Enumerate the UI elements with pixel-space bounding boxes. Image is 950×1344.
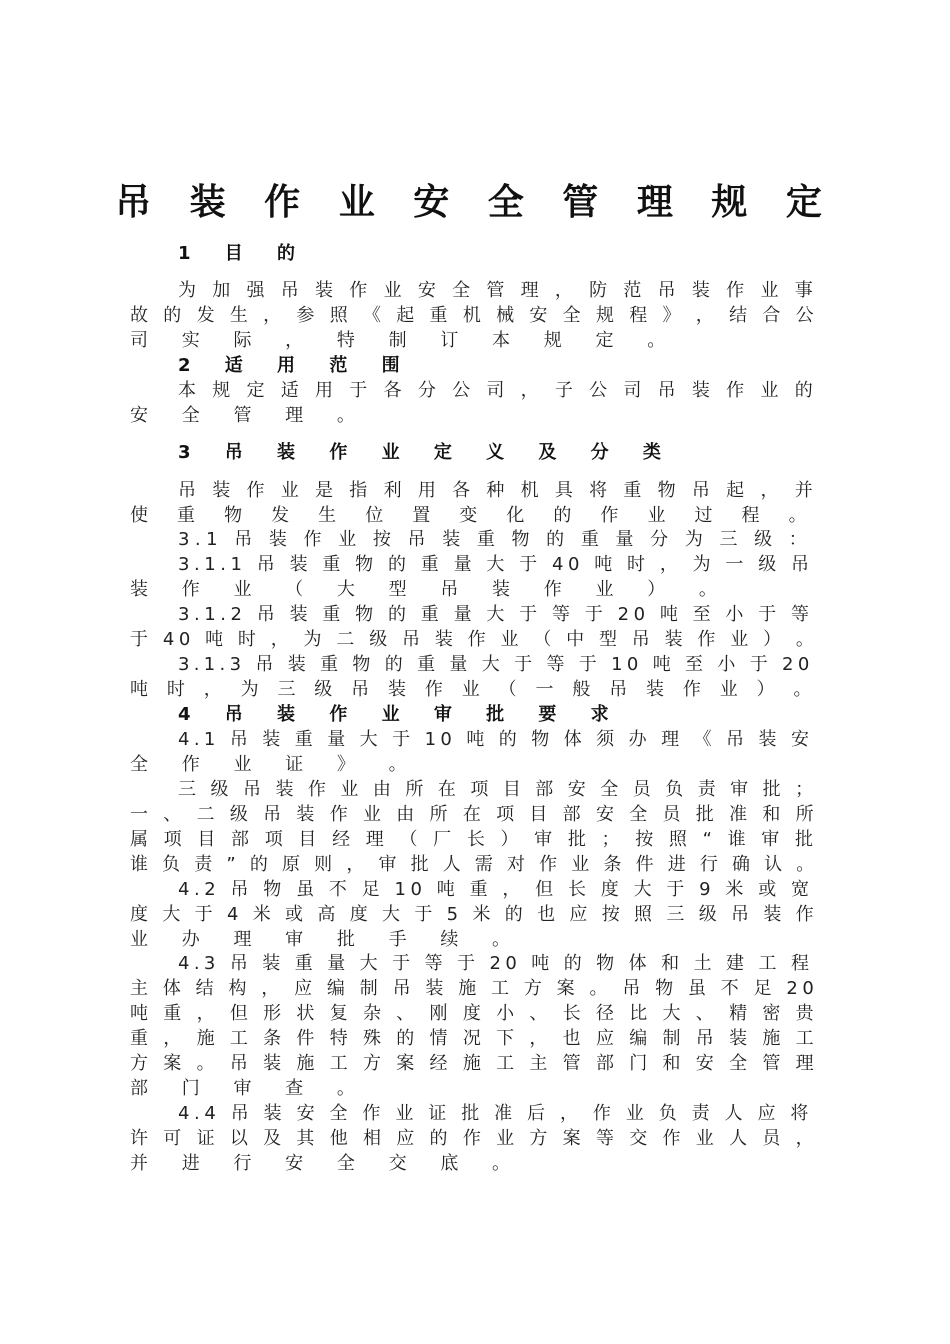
section-heading-2: 2 适 用 范 围 bbox=[178, 355, 414, 376]
body-line: 吊 装 作 业 是 指 利 用 各 种 机 具 将 重 物 吊 起 ， 并 bbox=[178, 480, 818, 501]
body-line: 吨 时 ， 为 三 级 吊 装 作 业 （ 一 般 吊 装 作 业 ） 。 bbox=[130, 679, 819, 700]
body-line: 度 大 于 4 米 或 高 度 大 于 5 米 的 也 应 按 照 三 级 吊 装 作 bbox=[130, 904, 818, 925]
body-line: 3.1.3 吊 装 重 物 的 重 量 大 于 等 于 10 吨 至 小 于 20 bbox=[178, 654, 814, 675]
body-line: 全 作 业 证 》 。 bbox=[130, 754, 421, 775]
body-line: 部 门 审 查 。 bbox=[130, 1078, 369, 1099]
body-line: 于 40 吨 时 ， 为 二 级 吊 装 作 业 （ 中 型 吊 装 作 业 ） 。 bbox=[130, 629, 819, 650]
body-line: 许 可 证 以 及 其 他 相 应 的 作 业 方 案 等 交 作 业 人 员 ， bbox=[130, 1128, 819, 1149]
body-line: 方 案 。 吊 装 施 工 方 案 经 施 工 主 管 部 门 和 安 全 管 理 bbox=[130, 1053, 819, 1074]
body-line: 本 规 定 适 用 于 各 分 公 司 ， 子 公 司 吊 装 作 业 的 bbox=[178, 380, 818, 401]
body-line: 4.2 吊 物 虽 不 足 10 吨 重 ， 但 长 度 大 于 9 米 或 宽 bbox=[178, 879, 814, 900]
body-line: 使 重 物 发 生 位 置 变 化 的 作 业 过 程 。 bbox=[130, 505, 819, 526]
body-line: 安 全 管 理 。 bbox=[130, 405, 369, 426]
body-line: 3.1 吊 装 作 业 按 吊 装 重 物 的 重 量 分 为 三 级 ： bbox=[178, 529, 813, 550]
body-line: 3.1.2 吊 装 重 物 的 重 量 大 于 等 于 20 吨 至 小 于 等 bbox=[178, 604, 814, 625]
body-line: 主 体 结 构 ， 应 编 制 吊 装 施 工 方 案 。 吊 物 虽 不 足 20 bbox=[130, 978, 819, 999]
body-line: 3.1.1 吊 装 重 物 的 重 量 大 于 40 吨 时 ， 为 一 级 吊 bbox=[178, 554, 814, 575]
body-line: 4.1 吊 装 重 量 大 于 10 吨 的 物 体 须 办 理 《 吊 装 安 bbox=[178, 729, 814, 750]
document-title: 吊 装 作 业 安 全 管 理 规 定 bbox=[115, 181, 835, 223]
body-line: 并 进 行 安 全 交 底 。 bbox=[130, 1153, 525, 1174]
body-line: 业 办 理 审 批 手 续 。 bbox=[130, 929, 525, 950]
body-line: 为 加 强 吊 装 作 业 安 全 管 理 ， 防 范 吊 装 作 业 事 bbox=[178, 280, 818, 301]
body-line: 司 实 际 ， 特 制 订 本 规 定 。 bbox=[130, 330, 680, 351]
section-heading-1: 1 目 的 bbox=[178, 243, 310, 264]
section-heading-4: 4 吊 装 作 业 审 批 要 求 bbox=[178, 704, 623, 725]
body-line: 谁 负 责 ” 的 原 则 ， 审 批 人 需 对 作 业 条 件 进 行 确 认 。 bbox=[130, 854, 819, 875]
body-line: 三 级 吊 装 作 业 由 所 在 项 目 部 安 全 员 负 责 审 批 ； bbox=[178, 779, 818, 800]
body-line: 装 作 业 （ 大 型 吊 装 作 业 ） 。 bbox=[130, 579, 731, 600]
body-line: 4.3 吊 装 重 量 大 于 等 于 20 吨 的 物 体 和 土 建 工 程 bbox=[178, 953, 814, 974]
section-heading-3: 3 吊 装 作 业 定 义 及 分 类 bbox=[178, 442, 675, 463]
body-line: 重 ， 施 工 条 件 特 殊 的 情 况 下 ， 也 应 编 制 吊 装 施 工 bbox=[130, 1028, 819, 1049]
body-line: 一 、 二 级 吊 装 作 业 由 所 在 项 目 部 安 全 员 批 准 和 所 bbox=[130, 804, 819, 825]
body-line: 4.4 吊 装 安 全 作 业 证 批 准 后 ， 作 业 负 责 人 应 将 bbox=[178, 1103, 814, 1124]
body-line: 属 项 目 部 项 目 经 理 （ 厂 长 ） 审 批 ； 按 照 “ 谁 审 批 bbox=[130, 829, 818, 850]
body-line: 故 的 发 生 ， 参 照 《 起 重 机 械 安 全 规 程 》 ， 结 合 公 bbox=[130, 305, 819, 326]
body-line: 吨 重 ， 但 形 状 复 杂 、 刚 度 小 、 长 径 比 大 、 精 密 贵 bbox=[130, 1003, 819, 1024]
